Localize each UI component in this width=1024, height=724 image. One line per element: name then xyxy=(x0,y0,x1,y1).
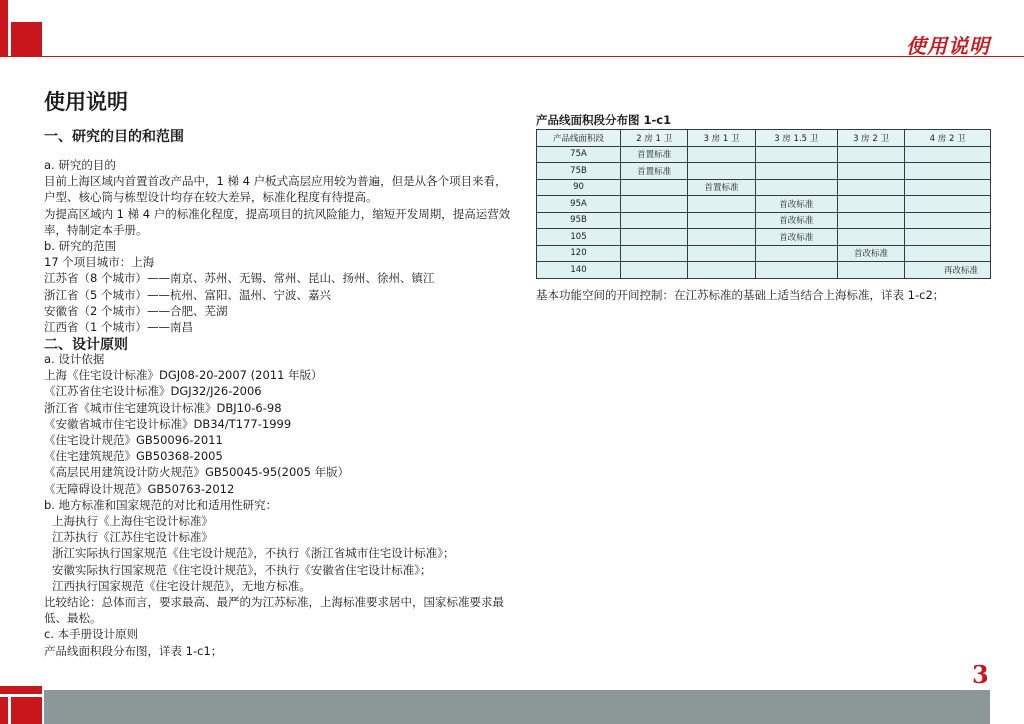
table-cell: 首置标准 xyxy=(688,179,755,196)
table-cell xyxy=(905,179,991,196)
table-row xyxy=(537,212,991,229)
table-row xyxy=(537,229,991,246)
table-cell: 95B xyxy=(537,212,621,229)
text-line: 《江苏省住宅设计标准》DGJ32/J26-2006 xyxy=(44,384,262,399)
table-cell xyxy=(837,146,904,163)
text-line: 安徽实际执行国家规范《住宅设计规范》，不执行《安徽省住宅设计标准》； xyxy=(52,562,432,577)
table-cell: 75B xyxy=(537,163,621,180)
text-line: b. 研究的范围 xyxy=(44,239,117,254)
section-1-body xyxy=(44,157,516,335)
text-line: 《住宅设计规范》GB50096-2011 xyxy=(44,433,223,448)
table-cell: 首改标准 xyxy=(755,212,837,229)
section-2-title: 二、设计原则 xyxy=(44,337,128,353)
table-header-cell: 3 房 1 卫 xyxy=(688,130,755,147)
text-line: b. 地方标准和国家规范的对比和适用性研究： xyxy=(44,497,278,512)
table-cell: 75A xyxy=(537,146,621,163)
table-title: 产品线面积段分布图 1-c1 xyxy=(536,113,672,127)
table-cell: 140 xyxy=(537,262,621,279)
text-line: 上海执行《上海住宅设计标准》 xyxy=(52,514,213,529)
table-cell xyxy=(905,212,991,229)
text-line: 江苏执行《江苏住宅设计标准》 xyxy=(52,530,213,545)
table-cell xyxy=(621,245,688,262)
text-line: 《无障碍设计规范》GB50763-2012 xyxy=(44,481,235,496)
table-cell: 95A xyxy=(537,196,621,213)
table-cell xyxy=(837,179,904,196)
table-cell xyxy=(905,245,991,262)
table-header-row xyxy=(537,130,991,147)
text-line: 江苏省（8 个城市）——南京、苏州、无锡、常州、昆山、扬州、徐州、镇江 xyxy=(44,271,435,286)
table-cell xyxy=(755,146,837,163)
table-cell xyxy=(905,229,991,246)
table-cell xyxy=(755,163,837,180)
text-line: 浙江省（5 个城市）——杭州、富阳、温州、宁波、嘉兴 xyxy=(44,287,331,302)
table-cell xyxy=(755,179,837,196)
text-line: 为提高区域内 1 梯 4 户的标准化程度，提高项目的抗风险能力，缩短开发周期，提高运营效率，特制定本手册。 xyxy=(44,206,511,237)
table-cell: 首改标准 xyxy=(755,196,837,213)
table-row xyxy=(537,245,991,262)
header-divider xyxy=(0,56,1024,57)
page-number: 3 xyxy=(972,660,989,689)
table-cell xyxy=(755,245,837,262)
text-line: a. 研究的目的 xyxy=(44,158,116,172)
section-2-body xyxy=(44,351,516,659)
table-cell: 首改标准 xyxy=(755,229,837,246)
table-cell xyxy=(621,212,688,229)
product-area-table xyxy=(536,129,991,279)
table-cell: 再改标准 xyxy=(905,262,991,279)
table-header-cell: 产品线面积段 xyxy=(537,130,621,147)
table-cell xyxy=(621,196,688,213)
text-line: 《住宅建筑规范》GB50368-2005 xyxy=(44,449,223,464)
text-line: 上海《住宅设计标准》DGJ08-20-2007 (2011 年版） xyxy=(44,368,323,383)
page-title: 使用说明 xyxy=(44,90,128,114)
table-cell xyxy=(688,229,755,246)
table-cell xyxy=(837,262,904,279)
header-title: 使用说明 xyxy=(906,34,990,58)
text-line: 浙江实际执行国家规范《住宅设计规范》，不执行《浙江省城市住宅设计标准》； xyxy=(52,546,455,561)
table-header-cell: 2 房 1 卫 xyxy=(621,130,688,147)
text-line: 17 个项目城市：上海 xyxy=(44,255,155,270)
table-cell xyxy=(621,179,688,196)
table-cell: 首改标准 xyxy=(837,245,904,262)
table-cell xyxy=(837,163,904,180)
table-cell xyxy=(688,245,755,262)
text-line: 《安徽省城市住宅设计标准》DB34/T177-1999 xyxy=(44,416,292,431)
text-line: 目前上海区域内首置首改产品中，1 梯 4 户板式高层应用较为普遍，但是从各个项目来看，户型、核心筒与栋型设计均存在较大差异，标准化程度有待提高。 xyxy=(44,174,507,205)
table-cell xyxy=(688,212,755,229)
table-cell: 90 xyxy=(537,179,621,196)
table-cell: 首置标准 xyxy=(621,163,688,180)
table-cell xyxy=(837,196,904,213)
table-cell xyxy=(688,163,755,180)
table-cell xyxy=(755,262,837,279)
text-line: a. 设计依据 xyxy=(44,352,105,366)
table-row xyxy=(537,146,991,163)
text-line: 比较结论：总体而言，要求最高、最严的为江苏标准，上海标准要求居中，国家标准要求最低、最松。 xyxy=(44,595,504,626)
text-line: 《高层民用建筑设计防火规范》GB50045-95(2005 年版） xyxy=(44,465,350,480)
table-cell xyxy=(621,229,688,246)
table-cell xyxy=(837,212,904,229)
table-header-cell: 4 房 2 卫 xyxy=(905,130,991,147)
text-line: 安徽省（2 个城市）——合肥、芜湖 xyxy=(44,303,228,318)
table-cell xyxy=(905,146,991,163)
table-note: 基本功能空间的开间控制：在江苏标准的基础上适当结合上海标准，详表 1-c2； xyxy=(536,288,945,302)
table-cell xyxy=(688,262,755,279)
table-row xyxy=(537,179,991,196)
footer-logo-blocks xyxy=(0,686,42,724)
table-row xyxy=(537,196,991,213)
text-line: 产品线面积段分布图，详表 1-c1； xyxy=(44,643,223,658)
table-cell: 首置标准 xyxy=(621,146,688,163)
table-header-cell: 3 房 1.5 卫 xyxy=(755,130,837,147)
table-row xyxy=(537,262,991,279)
table-cell: 120 xyxy=(537,245,621,262)
table-cell xyxy=(837,229,904,246)
table-header-cell: 3 房 2 卫 xyxy=(837,130,904,147)
table-cell xyxy=(688,196,755,213)
table-cell: 105 xyxy=(537,229,621,246)
table-cell xyxy=(905,163,991,180)
section-1-title: 一、研究的目的和范围 xyxy=(44,129,184,145)
table-cell xyxy=(905,196,991,213)
text-line: 江西省（1 个城市）——南昌 xyxy=(44,320,193,335)
text-line: 江西执行国家规范《住宅设计规范》，无地方标准。 xyxy=(52,578,311,593)
footer-bar xyxy=(44,690,990,724)
table-cell xyxy=(621,262,688,279)
table-cell xyxy=(688,146,755,163)
table-row xyxy=(537,163,991,180)
text-line: c. 本手册设计原则 xyxy=(44,627,139,642)
text-line: 浙江省《城市住宅建筑设计标准》DBJ10-6-98 xyxy=(44,400,282,415)
